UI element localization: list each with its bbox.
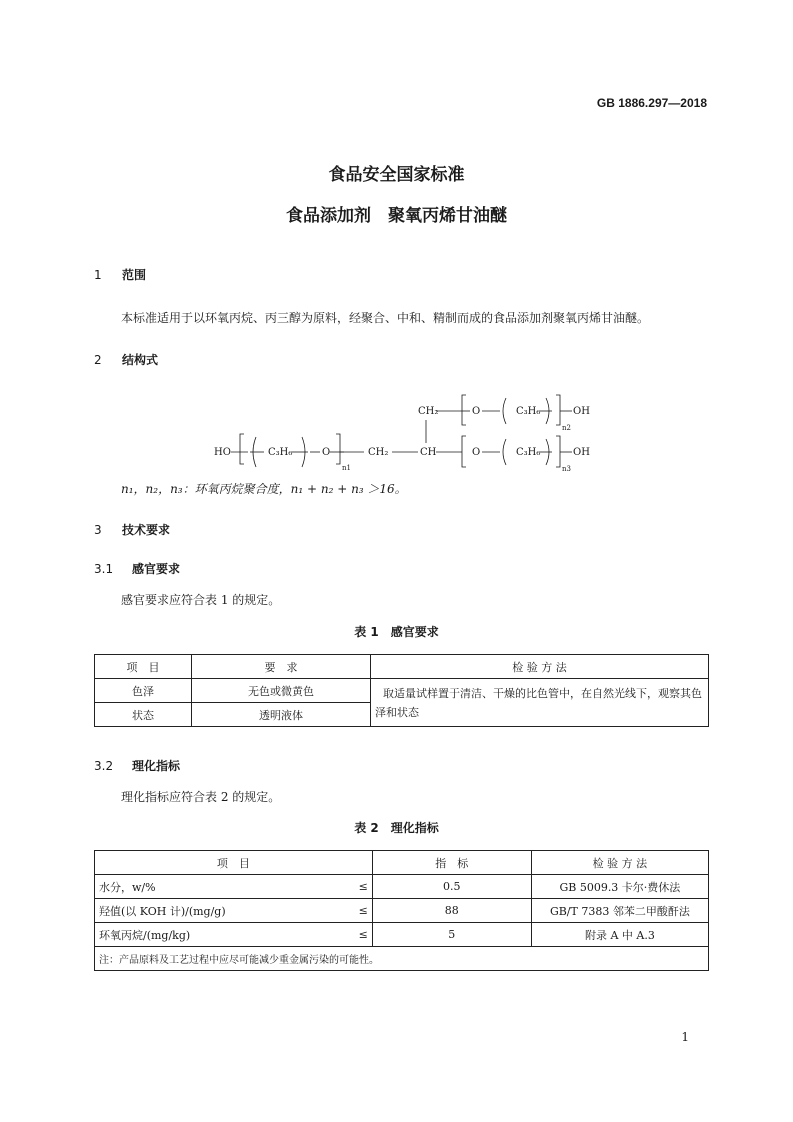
formula-ch2: CH₂ bbox=[368, 447, 389, 458]
header-value: 指 标 bbox=[372, 851, 531, 875]
formula-o: O bbox=[322, 447, 331, 458]
formula-o-lower: O bbox=[472, 447, 481, 458]
page-number: 1 bbox=[681, 1030, 689, 1044]
section-title: 感官要求 bbox=[132, 562, 181, 576]
cell-value: 5 bbox=[372, 923, 531, 947]
cell-item: 水分，w/% bbox=[95, 875, 350, 899]
document-subtitle: 食品添加剂 聚氧丙烯甘油醚 bbox=[286, 206, 507, 226]
header-item: 项 目 bbox=[95, 851, 373, 875]
header-method: 检 验 方 法 bbox=[371, 655, 709, 679]
section-1-heading bbox=[94, 266, 146, 283]
formula-oh-lower: OH bbox=[573, 447, 590, 458]
header-method: 检 验 方 法 bbox=[531, 851, 708, 875]
table-row bbox=[95, 679, 709, 703]
section-3-heading bbox=[94, 521, 170, 538]
table-2 bbox=[94, 850, 709, 971]
table-header-row bbox=[95, 655, 709, 679]
section-title: 技术要求 bbox=[122, 523, 171, 537]
table-note-row bbox=[95, 947, 709, 971]
cell-method: 附录 A 中 A.3 bbox=[531, 923, 708, 947]
section-number: 3.2 bbox=[94, 759, 114, 773]
cell-requirement: 无色或微黄色 bbox=[192, 679, 371, 703]
table-row bbox=[95, 899, 709, 923]
section-1-text: 本标准适用于以环氧丙烷、丙三醇为原料，经聚合、中和、精制而成的食品添加剂聚氧丙烯甘油醚。 bbox=[121, 311, 650, 325]
formula-c3h6-upper: C₃H₆ bbox=[516, 406, 541, 417]
cell-item: 环氧丙烷/(mg/kg) bbox=[95, 923, 350, 947]
formula-ch: CH bbox=[420, 447, 437, 458]
cell-value: 88 bbox=[372, 899, 531, 923]
formula-ch2-top: CH₂ bbox=[418, 406, 439, 417]
table-row bbox=[95, 923, 709, 947]
cell-symbol: ≤ bbox=[350, 923, 373, 947]
cell-method: 取适量试样置于清洁、干燥的比色管中，在自然光线下，观察其色泽和状态 bbox=[371, 679, 709, 727]
formula-c3h6: C₃H₆ bbox=[268, 447, 293, 458]
table-1-caption: 表 1 感官要求 bbox=[354, 625, 439, 639]
cell-symbol: ≤ bbox=[350, 875, 373, 899]
section-title: 理化指标 bbox=[132, 759, 181, 773]
cell-item: 状态 bbox=[95, 703, 192, 727]
formula-ho: HO bbox=[214, 447, 231, 458]
section-title: 结构式 bbox=[122, 353, 159, 367]
section-3-1-heading bbox=[94, 560, 180, 577]
formula-oh-upper: OH bbox=[573, 406, 590, 417]
formula-c3h6-lower: C₃H₆ bbox=[516, 447, 541, 458]
cell-symbol: ≤ bbox=[350, 899, 373, 923]
section-3-2-text: 理化指标应符合表 2 的规定。 bbox=[121, 790, 281, 804]
section-number: 1 bbox=[94, 268, 102, 282]
cell-requirement: 透明液体 bbox=[192, 703, 371, 727]
formula-n2: n2 bbox=[562, 424, 571, 432]
section-3-1-text: 感官要求应符合表 1 的规定。 bbox=[121, 593, 281, 607]
section-2-heading bbox=[94, 351, 158, 368]
section-3-2-heading bbox=[94, 757, 180, 774]
cell-value: 0.5 bbox=[372, 875, 531, 899]
formula-n3: n3 bbox=[562, 465, 571, 473]
header-item: 项 目 bbox=[95, 655, 192, 679]
section-number: 3.1 bbox=[94, 562, 114, 576]
document-title: 食品安全国家标准 bbox=[328, 165, 465, 185]
table-1 bbox=[94, 654, 709, 727]
section-title: 范围 bbox=[122, 268, 147, 282]
header-requirement: 要 求 bbox=[192, 655, 371, 679]
standard-code: GB 1886.297—2018 bbox=[596, 96, 707, 110]
cell-method: GB/T 7383 邻苯二甲酸酐法 bbox=[531, 899, 708, 923]
formula-n1: n1 bbox=[342, 464, 351, 472]
formula-o-upper: O bbox=[472, 406, 481, 417]
structural-formula bbox=[200, 390, 620, 475]
section-number: 2 bbox=[94, 353, 102, 367]
cell-method: GB 5009.3 卡尔·费休法 bbox=[531, 875, 708, 899]
formula-legend: n₁，n₂，n₃：环氧丙烷聚合度，n₁ + n₂ + n₃ ＞16。 bbox=[121, 482, 407, 496]
table-note: 注：产品原料及工艺过程中应尽可能减少重金属污染的可能性。 bbox=[95, 947, 709, 971]
section-number: 3 bbox=[94, 523, 102, 537]
cell-item: 色泽 bbox=[95, 679, 192, 703]
table-row bbox=[95, 875, 709, 899]
table-header-row bbox=[95, 851, 709, 875]
table-2-caption: 表 2 理化指标 bbox=[354, 821, 439, 835]
cell-item: 羟值(以 KOH 计)/(mg/g) bbox=[95, 899, 350, 923]
